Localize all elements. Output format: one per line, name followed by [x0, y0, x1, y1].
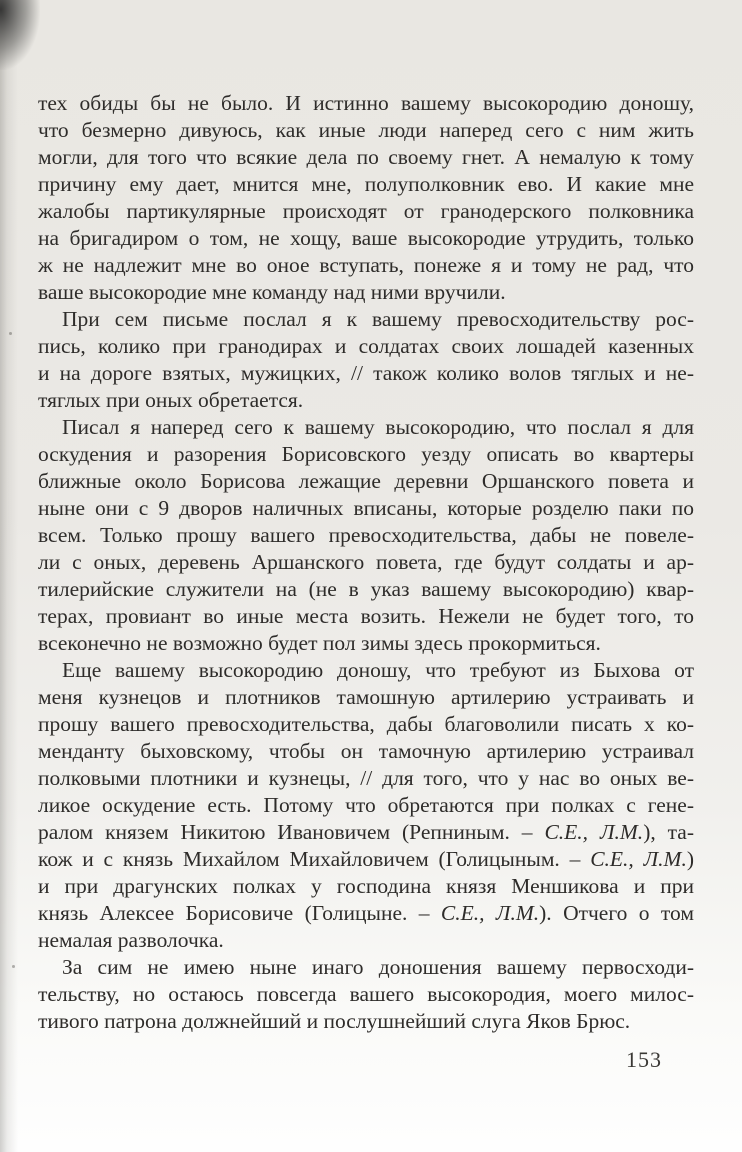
scan-speck — [9, 332, 12, 335]
text-line — [38, 954, 694, 981]
text-line — [38, 225, 694, 252]
text-line — [38, 387, 694, 414]
text-line — [38, 198, 694, 225]
paragraph — [38, 306, 694, 414]
text-line — [38, 306, 694, 333]
text-line — [38, 414, 694, 441]
text-segment: ликое оскудение есть. Потому что обретаются при полках с гене- — [38, 793, 694, 817]
text-line — [38, 711, 694, 738]
text-line — [38, 846, 694, 873]
text-line — [38, 1008, 694, 1035]
text-segment: ) — [686, 847, 694, 871]
scan-corner-shadow — [0, 0, 40, 70]
text-segment: тилерийские служители на (не в указ вашему высокородию) квар- — [38, 577, 694, 601]
text-segment: тяглых при оных обретается. — [38, 388, 304, 412]
text-line — [38, 765, 694, 792]
scan-edge-shadow — [0, 0, 18, 1152]
text-line — [38, 873, 694, 900]
text-line — [38, 495, 694, 522]
text-segment: на бригадиром о том, не хощу, ваше высокородие утрудить, только — [38, 226, 694, 250]
text-segment: ). Отчего о том — [539, 901, 694, 925]
text-line — [38, 90, 694, 117]
text-segment: ваше высокородие мне команду над ними вручили. — [38, 280, 506, 304]
text-segment: меня кузнецов и плотников тамошную артилерию устраивать и — [38, 685, 694, 709]
text-line — [38, 576, 694, 603]
paragraph — [38, 954, 694, 1035]
paragraph — [38, 90, 694, 306]
text-segment: полковыми плотники и кузнецы, // для того, что у нас во оных ве- — [38, 766, 694, 790]
text-line — [38, 171, 694, 198]
text-segment: менданту быховскому, чтобы он тамочную артилерию устраивал — [38, 739, 694, 763]
text-segment: ныне они с 9 дворов наличных вписаны, которые розделю паки по — [38, 496, 694, 520]
text-segment: ), та- — [643, 820, 694, 844]
text-segment: что безмерно дивуюсь, как иные люди наперед сего с ним жить — [38, 118, 694, 142]
text-segment: При сем письме послал я к вашему превосходительству рос- — [62, 307, 694, 331]
text-segment: оскудения и разорения Борисовского уезду описать во квартеры — [38, 442, 694, 466]
text-line — [38, 738, 694, 765]
paragraph — [38, 414, 694, 657]
text-line — [38, 549, 694, 576]
text-line — [38, 684, 694, 711]
text-segment: немалая разволочка. — [38, 928, 224, 952]
editor-initials: С.Е., Л.М. — [440, 901, 540, 925]
text-line — [38, 630, 694, 657]
text-line — [38, 900, 694, 927]
paragraph — [38, 657, 694, 954]
text-line — [38, 468, 694, 495]
text-segment: За сим не имею ныне инаго доношения вашему первосходи- — [62, 955, 694, 979]
text-segment: пись, колико при гранодирах и солдатах своих лошадей казенных — [38, 334, 694, 358]
text-line — [38, 819, 694, 846]
text-line — [38, 360, 694, 387]
text-line — [38, 279, 694, 306]
text-segment: князь Алексее Борисовиче (Голицыне. – — [38, 901, 441, 925]
text-segment: причину ему дает, мнится мне, полуполковник ево. И какие мне — [38, 172, 694, 196]
text-line — [38, 252, 694, 279]
text-segment: Еще вашему высокородию доношу, что требуют из Быхова от — [62, 658, 694, 682]
scan-speck — [12, 965, 15, 968]
page-text — [38, 90, 694, 1035]
text-segment: терах, провиант во иные места возить. Нежели не будет того, то — [38, 604, 694, 628]
text-segment: жалобы партикулярные происходят от гранодерского полковника — [38, 199, 694, 223]
text-segment: ралом князем Никитою Ивановичем (Репниным. – — [38, 820, 545, 844]
text-segment: ли с оных, деревень Аршанского повета, где будут солдаты и ар- — [38, 550, 694, 574]
text-segment: и при драгунских полках у господина князя Меншикова и при — [38, 874, 694, 898]
text-segment: всеконечно не возможно будет пол зимы здесь прокормиться. — [38, 631, 601, 655]
text-segment: кож и с князь Михайлом Михайловичем (Голицыным. – — [38, 847, 591, 871]
text-line — [38, 144, 694, 171]
text-line — [38, 441, 694, 468]
text-segment: могли, для того что всякие дела по своему гнет. А немалую к тому — [38, 145, 694, 169]
text-line — [38, 927, 694, 954]
text-line — [38, 522, 694, 549]
text-segment: тех обиды бы не было. И истинно вашему высокородию доношу, — [38, 91, 694, 115]
text-segment: всем. Только прошу вашего превосходительства, дабы не повеле- — [38, 523, 694, 547]
text-segment: ближные около Борисова лежащие деревни Оршанского повета и — [38, 469, 694, 493]
text-line — [38, 792, 694, 819]
text-line — [38, 981, 694, 1008]
text-line — [38, 657, 694, 684]
text-segment: прошу вашего превосходительства, дабы благоволили писать х ко- — [38, 712, 694, 736]
page-number: 153 — [626, 1047, 662, 1072]
editor-initials: С.Е., Л.М. — [544, 820, 644, 844]
text-line — [38, 333, 694, 360]
text-line — [38, 603, 694, 630]
text-line — [38, 117, 694, 144]
text-segment: Писал я наперед сего к вашему высокородию, что послал я для — [62, 415, 694, 439]
text-segment: тельству, но остаюсь повсегда вашего высокородия, моего милос- — [38, 982, 694, 1006]
text-segment: ж не надлежит мне во оное вступать, понеже я и тому не рад, что — [38, 253, 694, 277]
text-segment: и на дороге взятых, мужицких, // також колико волов тяглых и не- — [38, 361, 694, 385]
text-segment: тивого патрона должнейший и послушнейший слуга Яков Брюс. — [38, 1009, 631, 1033]
editor-initials: С.Е., Л.М. — [590, 847, 687, 871]
